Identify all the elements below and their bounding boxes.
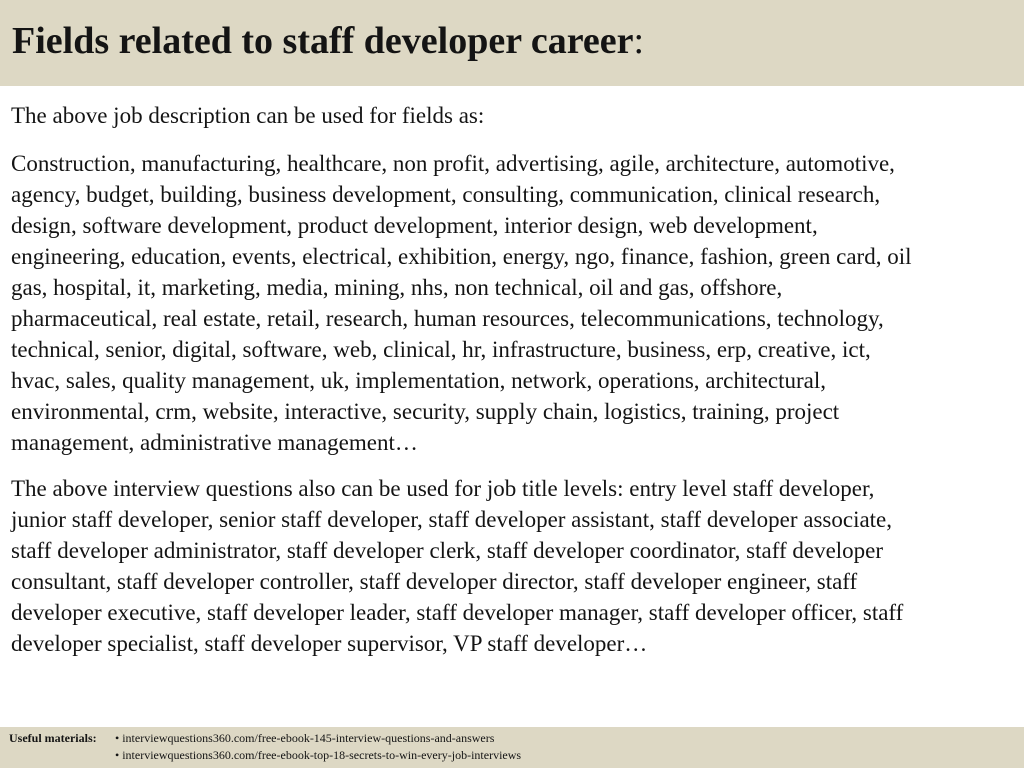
- fields-line: Construction, manufacturing, healthcare, non profit, advertising, agile, architecture, automotive,: [11, 151, 895, 176]
- fields-line: agency, budget, building, business development, consulting, communication, clinical research,: [11, 182, 881, 207]
- fields-paragraph: [11, 148, 1015, 458]
- job-levels-line: developer specialist, staff developer supervisor, VP staff developer…: [11, 631, 648, 656]
- fields-line: design, software development, product development, interior design, web development,: [11, 213, 818, 238]
- fields-line: environmental, crm, website, interactive, security, supply chain, logistics, training, project: [11, 399, 840, 424]
- footer-row: [9, 730, 1024, 747]
- job-levels-line: The above interview questions also can be used for job title levels: entry level staff developer,: [11, 476, 875, 501]
- page-title-text: Fields related to staff developer career: [12, 20, 634, 62]
- fields-line: engineering, education, events, electrical, exhibition, energy, ngo, finance, fashion, green card, oil: [11, 244, 912, 269]
- job-levels-line: staff developer administrator, staff developer clerk, staff developer coordinator, staff developer: [11, 538, 884, 563]
- fields-line: gas, hospital, it, marketing, media, mining, nhs, non technical, oil and gas, offshore,: [11, 275, 783, 300]
- job-levels-paragraph: [11, 473, 1015, 659]
- useful-materials-label: [9, 730, 115, 747]
- footer-indent: [9, 747, 115, 764]
- intro-paragraph: The above job description can be used for fields as:: [11, 103, 485, 128]
- fields-line: pharmaceutical, real estate, retail, research, human resources, telecommunications, technology,: [11, 306, 884, 331]
- fields-line: management, administrative management…: [11, 430, 418, 455]
- useful-materials-label-colon: :: [92, 731, 97, 745]
- useful-material-link[interactable]: • interviewquestions360.com/free-ebook-top-18-secrets-to-win-every-job-interviews: [115, 748, 522, 762]
- job-levels-line: consultant, staff developer controller, staff developer director, staff developer engineer, staff: [11, 569, 858, 594]
- useful-materials-label-text: Useful materials: [9, 731, 93, 745]
- fields-line: technical, senior, digital, software, web, clinical, hr, infrastructure, business, erp, creative, ict,: [11, 337, 871, 362]
- slide-content: [11, 100, 1015, 659]
- title-bar: [0, 0, 1024, 86]
- job-levels-line: developer executive, staff developer leader, staff developer manager, staff developer officer, staff: [11, 600, 904, 625]
- job-levels-line: junior staff developer, senior staff developer, staff developer assistant, staff developer associate,: [11, 507, 893, 532]
- fields-line: hvac, sales, quality management, uk, implementation, network, operations, architectural,: [11, 368, 826, 393]
- footer-bar: [0, 727, 1024, 768]
- useful-material-link[interactable]: • interviewquestions360.com/free-ebook-145-interview-questions-and-answers: [115, 731, 495, 745]
- page-title-colon: :: [633, 20, 645, 62]
- footer-row: [9, 747, 1024, 764]
- page-title: [12, 18, 1024, 64]
